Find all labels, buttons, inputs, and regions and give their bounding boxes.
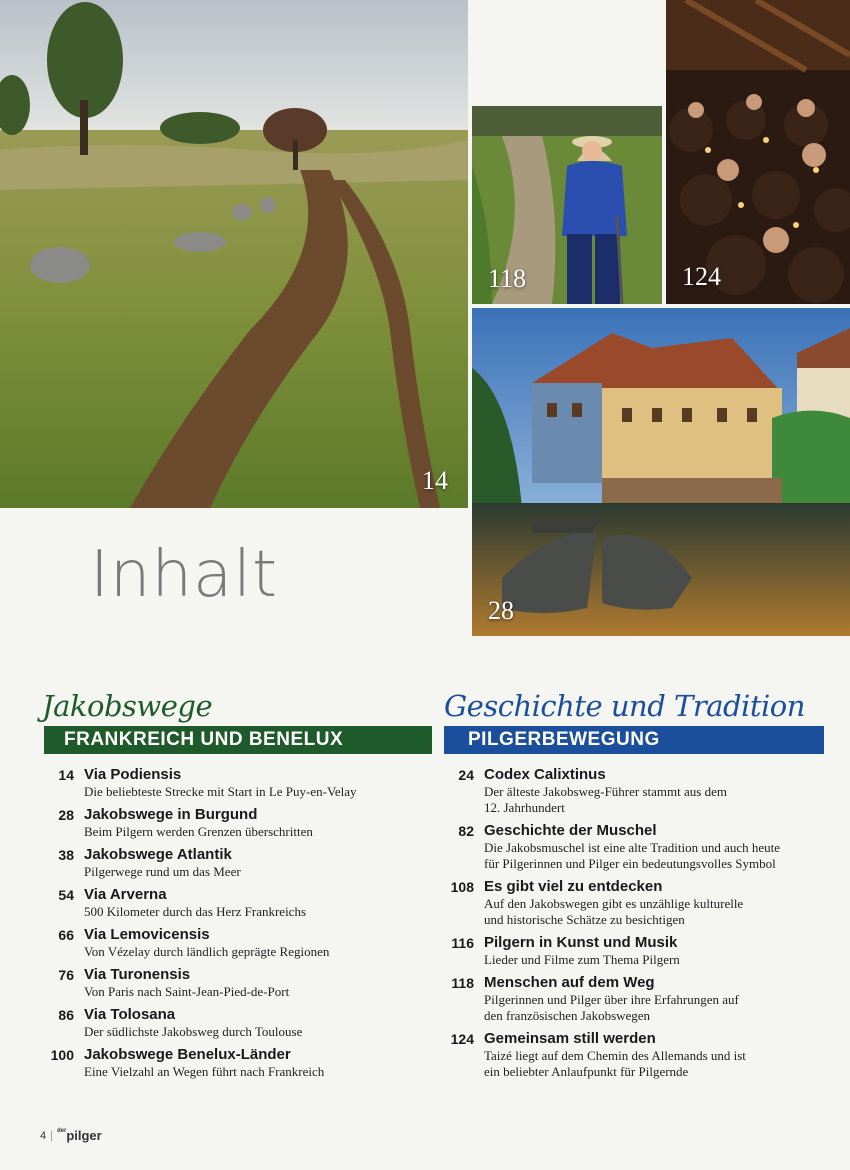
toc-page-number: 86 [58,1007,74,1023]
toc-section-geschichte [444,686,828,1086]
toc-entry-description: Beim Pilgern werden Grenzen überschritten [84,824,313,839]
toc-entry-title: Jakobswege in Burgund [84,806,258,823]
toc-entry[interactable] [444,974,828,1024]
toc-page-number: 82 [458,823,474,839]
toc-entry-description: Der älteste Jakobsweg-Führer stammt aus dem [484,784,727,799]
toc-entry-description: für Pilgerinnen und Pilger ein bedeutungsvolles Symbol [484,856,776,871]
toc-entry-title: Codex Calixtinus [484,766,606,783]
toc-page-number: 24 [458,767,474,783]
toc-entry-description: Pilgerinnen und Pilger über ihre Erfahrungen auf [484,992,739,1007]
toc-entry-description: 12. Jahrhundert [484,800,565,815]
toc-entry-title: Es gibt viel zu entdecken [484,878,663,895]
toc-entry-description: Pilgerwege rund um das Meer [84,864,241,879]
toc-entry-description: Die beliebteste Strecke mit Start in Le Puy-en-Velay [84,784,357,799]
toc-page-number: 108 [450,879,474,895]
toc-entry-title: Gemeinsam still werden [484,1030,656,1047]
toc-entry-description: Der südlichste Jakobsweg durch Toulouse [84,1024,303,1039]
toc-entry-title: Geschichte der Muschel [484,822,657,839]
toc-entry-description: Lieder und Filme zum Thema Pilgern [484,952,680,967]
page-title: Inhalt [90,538,279,612]
toc-entry-description: Auf den Jakobswegen gibt es unzählige kulturelle [484,896,744,911]
toc-page-number: 116 [451,935,474,951]
toc-entry[interactable] [40,926,432,960]
toc-entry-title: Via Turonensis [84,966,191,983]
toc-entry-title: Via Arverna [84,886,167,903]
toc-entry-description: Von Paris nach Saint-Jean-Pied-de-Port [84,984,290,999]
toc-page-number: 14 [58,767,74,783]
toc-entry-title: Via Lemovicensis [84,926,210,943]
toc-page-number: 118 [451,975,474,991]
section-bar: FRANKREICH UND BENELUX [44,726,432,754]
footer-divider: | [50,1129,53,1142]
toc-entry-description: 500 Kilometer durch das Herz Frankreichs [84,904,307,919]
section-heading: Geschichte und Tradition [444,689,805,723]
toc-entry-title: Jakobswege Benelux-Länder [84,1046,291,1063]
photo-page-number: 124 [682,262,721,291]
toc-list [444,766,828,1080]
toc-entry-title: Jakobswege Atlantik [84,846,232,863]
section-bar: PILGERBEWEGUNG [444,726,824,754]
toc-entry[interactable] [40,886,432,920]
toc-entry[interactable] [40,966,432,1000]
photo-page-number: 118 [488,264,527,293]
toc-page-number: 38 [58,847,74,863]
hiker-photo [472,106,662,304]
toc-entry-title: Pilgern in Kunst und Musik [484,934,678,951]
toc-entry[interactable] [444,878,828,928]
toc-entry[interactable] [40,806,432,840]
toc-list [40,766,432,1080]
toc-page-number: 76 [58,967,74,983]
town-photo [472,308,850,636]
toc-entry-title: Menschen auf dem Weg [484,974,655,991]
photo-page-number: 28 [488,596,514,625]
toc-entry[interactable] [40,766,432,800]
toc-page-number: 54 [58,887,74,903]
toc-entry[interactable] [40,846,432,880]
toc-entry[interactable] [40,1006,432,1040]
toc-entry-description: Taizé liegt auf dem Chemin des Allemands und ist [484,1048,746,1063]
toc-entry[interactable] [444,934,828,968]
toc-entry[interactable] [40,1046,432,1080]
toc-entry-description: Die Jakobsmuschel ist eine alte Tradition und auch heute [484,840,781,855]
toc-entry-description: und historische Schätze zu besichtigen [484,912,685,927]
toc-entry-description: Von Vézelay durch ländlich geprägte Regionen [84,944,330,959]
magazine-logo: $^{der}$pilger [56,1128,102,1143]
toc-entry[interactable] [444,822,828,872]
toc-page-number: 28 [58,807,74,823]
toc-entry[interactable] [444,766,828,816]
landscape-photo [0,0,468,508]
toc-page-number: 100 [50,1047,74,1063]
toc-entry[interactable] [444,1030,828,1080]
toc-entry-description: den französischen Jakobswegen [484,1008,651,1023]
toc-section-jakobswege [40,686,432,1086]
photo-page-number: 14 [422,466,448,495]
section-heading: Jakobswege [42,689,213,723]
page-number: 4 [40,1129,47,1142]
toc-entry-description: Eine Vielzahl an Wegen führt nach Frankreich [84,1064,325,1079]
candles-photo [666,0,850,304]
toc-page-number: 124 [450,1031,474,1047]
toc-entry-title: Via Podiensis [84,766,182,783]
toc-entry-title: Via Tolosana [84,1006,176,1023]
page-footer [40,1128,102,1143]
toc-entry-description: ein beliebter Anlaufpunkt für Pilgernde [484,1064,689,1079]
toc-page-number: 66 [58,927,74,943]
